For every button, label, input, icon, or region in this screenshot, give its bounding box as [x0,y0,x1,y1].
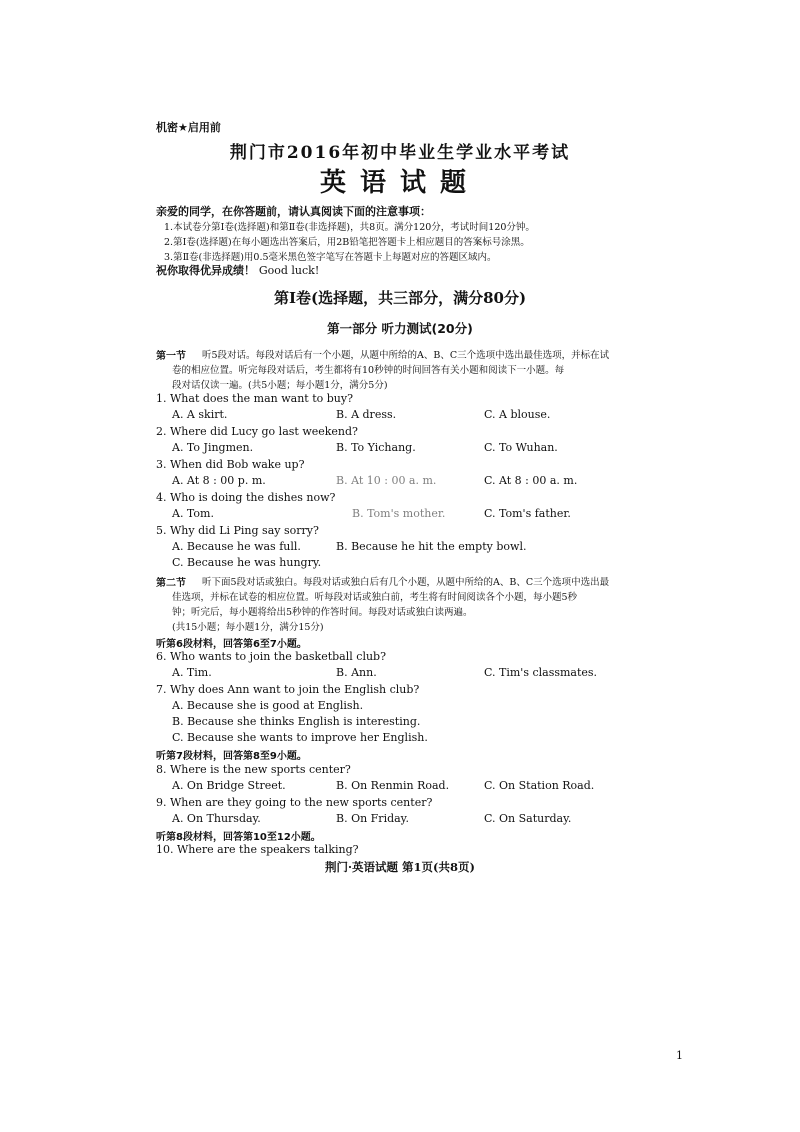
option-a: A. Because he was full. [172,540,301,553]
option-b: B. On Friday. [336,812,409,825]
option-b: B. Ann. [336,666,377,679]
instruction-note: 3.第Ⅱ卷(非选择题)用0.5毫米黑色签字笔写在答题卡上每题对应的答题区域内。 [164,252,497,263]
option-c: C. On Saturday. [484,812,572,825]
option-c: C. A blouse. [484,408,551,421]
option-b: B. Because she thinks English is interesting. [172,715,421,728]
section-instruction: (共15小题；每小题1分，满分15分) [172,622,324,633]
option-b: B. Tom's mother. [352,507,446,520]
good-luck-line [156,262,319,278]
option-a: A. At 8 : 00 p. m. [172,474,266,487]
option-c: C. Tom's father. [484,507,571,520]
question: 1. What does the man want to buy? [156,392,354,405]
option-b: B. Because he hit the empty bowl. [336,540,527,553]
option-b: B. To Yichang. [336,441,416,454]
section-instruction: 听5段对话。每段对话后有一个小题，从题中所给的A、B、C三个选项中选出最佳选项，并标在试 [202,350,610,361]
option-b: B. A dress. [336,408,397,421]
option-c: C. Tim's classmates. [484,666,598,679]
option-c: C. Because he was hungry. [172,556,322,569]
section-label: 第二节 [156,578,186,589]
good-luck-cn: 祝你取得优异成绩！ [156,264,255,277]
good-luck-en: Good luck! [258,264,320,277]
section-instruction: 佳选项，并标在试卷的相应位置。听每段对话或独白前，考生将有时间阅读各个小题，每小题5秒 [172,592,578,603]
instructions-greeting: 亲爱的同学，在你答题前，请认真阅读下面的注意事项： [156,205,431,218]
option-c: C. At 8 : 00 a. m. [484,474,578,487]
option-a: A. Tim. [172,666,212,679]
question: 10. Where are the speakers talking? [156,843,359,856]
volume-title: 第Ⅰ卷(选择题，共三部分，满分80分) [273,289,527,307]
material-note: 听第6段材料，回答第6至7小题。 [156,639,307,650]
section-instruction: 钟；听完后，每小题将给出5秒钟的作答时间。每段对话或独白读两遍。 [172,607,473,618]
option-a: A. On Thursday. [172,812,261,825]
option-c: C. Because she wants to improve her English. [172,731,428,744]
question: 9. When are they going to the new sports center? [156,796,433,809]
question: 7. Why does Ann want to join the English club? [156,683,420,696]
section-instruction: 听下面5段对话或独白。每段对话或独白后有几个小题，从题中所给的A、B、C三个选项中选出最 [202,577,610,588]
question: 8. Where is the new sports center? [156,763,351,776]
instruction-note: 2.第Ⅰ卷(选择题)在每小题选出答案后，用2B铅笔把答题卡上相应题目的答案标号涂黑。 [164,237,530,248]
question: 4. Who is doing the dishes now? [156,491,336,504]
question: 5. Why did Li Ping say sorry? [156,524,319,537]
section-instruction: 卷的相应位置。听完每段对话后，考生都将有10秒钟的时间回答有关小题和阅读下一小题。每 [172,365,565,376]
option-a: A. To Jingmen. [172,441,254,454]
option-a: A. Because she is good at English. [172,699,364,712]
section-instruction: 段对话仅读一遍。(共5小题；每小题1分，满分5分) [172,380,388,391]
part-title: 第一部分 听力测试(20分) [327,321,473,336]
question: 3. When did Bob wake up? [156,458,305,471]
option-c: C. To Wuhan. [484,441,558,454]
instruction-note: 1.本试卷分第Ⅰ卷(选择题)和第Ⅱ卷(非选择题)，共8页。满分120分，考试时间120分钟。 [164,222,535,233]
option-a: A. On Bridge Street. [172,779,286,792]
material-note: 听第8段材料，回答第10至12小题。 [156,832,321,843]
subject-title: 英语试题 [319,168,480,198]
section-label: 第一节 [156,351,186,362]
page-footer: 荆门·英语试题 第1页(共8页) [325,860,475,874]
material-note: 听第7段材料，回答第8至9小题。 [156,751,307,762]
question: 2. Where did Lucy go last weekend? [156,425,358,438]
option-b: B. On Renmin Road. [336,779,450,792]
page-number: 1 [676,1049,683,1062]
confidential-label: 机密★启用前 [156,121,221,134]
option-a: A. Tom. [172,507,214,520]
question: 6. Who wants to join the basketball club? [156,650,386,663]
option-c: C. On Station Road. [484,779,595,792]
option-a: A. A skirt. [172,408,228,421]
exam-title: 荆门市2016年初中毕业生学业水平考试 [229,143,571,163]
option-b: B. At 10 : 00 a. m. [336,474,437,487]
